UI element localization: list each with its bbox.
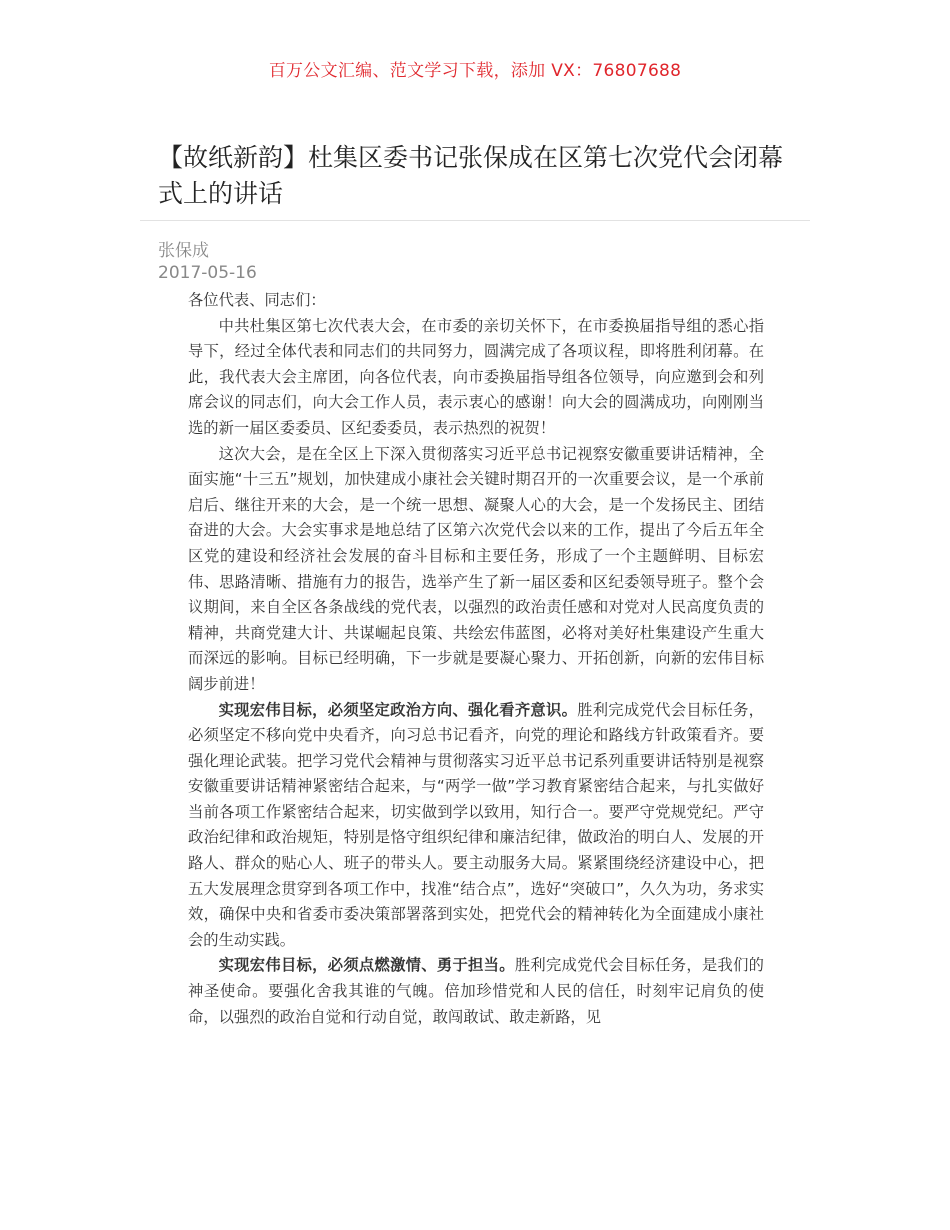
paragraph-1: 中共杜集区第七次代表大会，在市委的亲切关怀下，在市委换届指导组的悉心指导下，经过全体代表和同志们的共同努力，圆满完成了各项议程，即将胜利闭幕。在此，我代表大会主席团，向各位代表，向市委换届指导组各位领导，向应邀到会和列席会议的同志们，向大会工作人员，表示衷心的感谢！向大会的圆满成功，向刚刚当选的新一届区委委员、区纪委委员，表示热烈的祝贺！	[188, 316, 764, 437]
paragraph-3-heading: 实现宏伟目标，必须坚定政治方向、强化看齐意识。	[218, 700, 578, 719]
paragraph-4	[188, 953, 764, 1030]
article-date: 2017-05-16	[158, 263, 257, 283]
title-divider	[140, 220, 810, 221]
paragraph-3-text: 胜利完成党代会目标任务，必须坚定不移向党中央看齐，向习总书记看齐，向党的理论和路线方针政策看齐。要强化理论武装。把学习党代会精神与贯彻落实习近平总书记系列重要讲话特别是视察安徽重要讲话精神紧密结合起来，与“两学一做”学习教育紧密结合起来，与扎实做好当前各项工作紧密结合起来，切实做到学以致用，知行合一。要严守党规党纪。严守政治纪律和政治规矩，特别是恪守组织纪律和廉洁纪律，做政治的明白人、发展的开路人、群众的贴心人、班子的带头人。要主动服务大局。紧紧围绕经济建设中心，把五大发展理念贯穿到各项工作中，找准“结合点”，选好“突破口”，久久为功，务求实效，确保中央和省委市委决策部署落到实处，把党代会的精神转化为全面建成小康社会的生动实践。	[188, 700, 764, 949]
article-title: 【故纸新韵】杜集区委书记张保成在区第七次党代会闭幕式上的讲话	[158, 143, 784, 208]
paragraph-4-text: 胜利完成党代会目标任务，是我们的神圣使命。要强化舍我其谁的气魄。倍加珍惜党和人民的信任，时刻牢记肩负的使命，以强烈的政治自觉和行动自觉，敢闯敢试、敢走新路，见	[188, 956, 764, 1026]
salutation: 各位代表、同志们：	[188, 291, 326, 309]
paragraph-2: 这次大会，是在全区上下深入贯彻落实习近平总书记视察安徽重要讲话精神，全面实施“十三五”规划，加快建成小康社会关键时期召开的一次重要会议，是一个承前启后、继往开来的大会，是一个统一思想、凝聚人心的大会，是一个发扬民主、团结奋进的大会。大会实事求是地总结了区第六次党代会以来的工作，提出了今后五年全区党的建设和经济社会发展的奋斗目标和主要任务，形成了一个主题鲜明、目标宏伟、思路清晰、措施有力的报告，选举产生了新一届区委和区纪委领导班子。整个会议期间，来自全区各条战线的党代表，以强烈的政治责任感和对党对人民高度负责的精神，共商党建大计、共谋崛起良策、共绘宏伟蓝图，必将对美好杜集建设产生重大而深远的影响。目标已经明确，下一步就是要凝心聚力、开拓创新，向新的宏伟目标阔步前进！	[188, 444, 764, 693]
watermark-banner: 百万公文汇编、范文学习下载，添加 VX：76807688	[268, 61, 682, 81]
paragraph-4-heading: 实现宏伟目标，必须点燃激情、勇于担当。	[218, 956, 515, 975]
paragraph-3	[188, 698, 764, 954]
article-author: 张保成	[158, 241, 209, 261]
article-body	[188, 288, 764, 1030]
